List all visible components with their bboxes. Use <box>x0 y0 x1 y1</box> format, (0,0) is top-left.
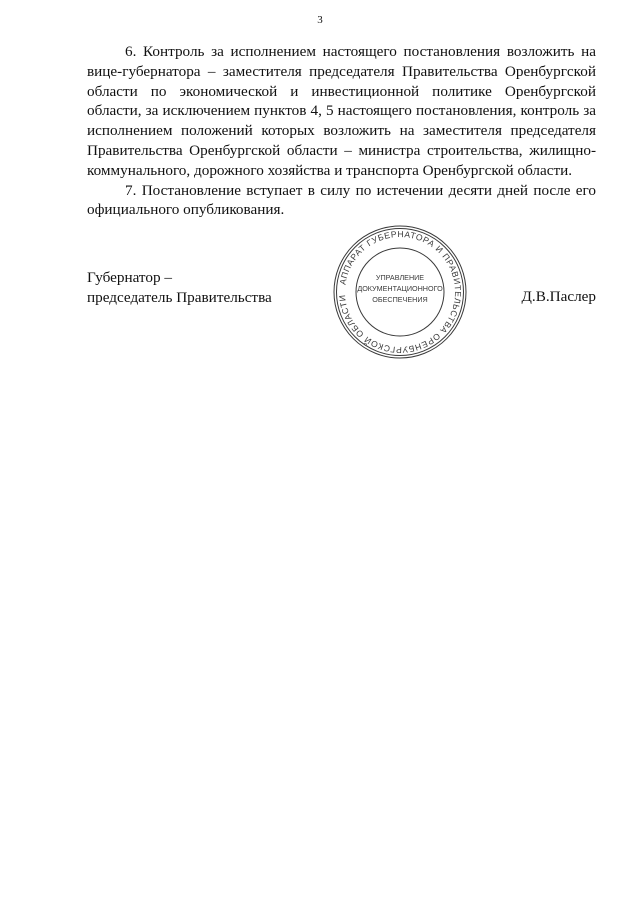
signatory-position <box>87 268 272 308</box>
seal-center-line-2: ДОКУМЕНТАЦИОННОГО <box>357 284 443 293</box>
signatory-position-line-2: председатель Правительства <box>87 288 272 306</box>
official-seal-stamp <box>330 222 470 362</box>
document-body <box>87 42 596 220</box>
seal-center-line-1: УПРАВЛЕНИЕ <box>375 273 425 282</box>
paragraph-6: 6. Контроль за исполнением настоящего постановления возложить на вице-губернатора – заместителя председателя Правительства Оренбургской области по экономической и инвестиционной политике Оренбургской области, за исключением пунктов 4, 5 настоящего постановления, контроль за исполнением положений которых возложить на заместителя председателя Правительства Оренбургской области – министра строительства, жилищно-коммунального, дорожного хозяйства и транспорта Оренбургской области. <box>87 43 596 179</box>
page-number: 3 <box>317 14 323 26</box>
seal-center-line-3: ОБЕСПЕЧЕНИЯ <box>372 295 428 304</box>
paragraph-7: 7. Постановление вступает в силу по истечении десяти дней после его официального опубликования. <box>87 181 596 219</box>
signatory-position-line-1: Губернатор – <box>87 269 172 286</box>
seal-ring-text: АППАРАТ ГУБЕРНАТОРА И ПРАВИТЕЛЬСТВА ОРЕНБУРГСКОЙ ОБЛАСТИ <box>336 228 464 356</box>
signatory-name: Д.В.Паслер <box>521 288 596 305</box>
